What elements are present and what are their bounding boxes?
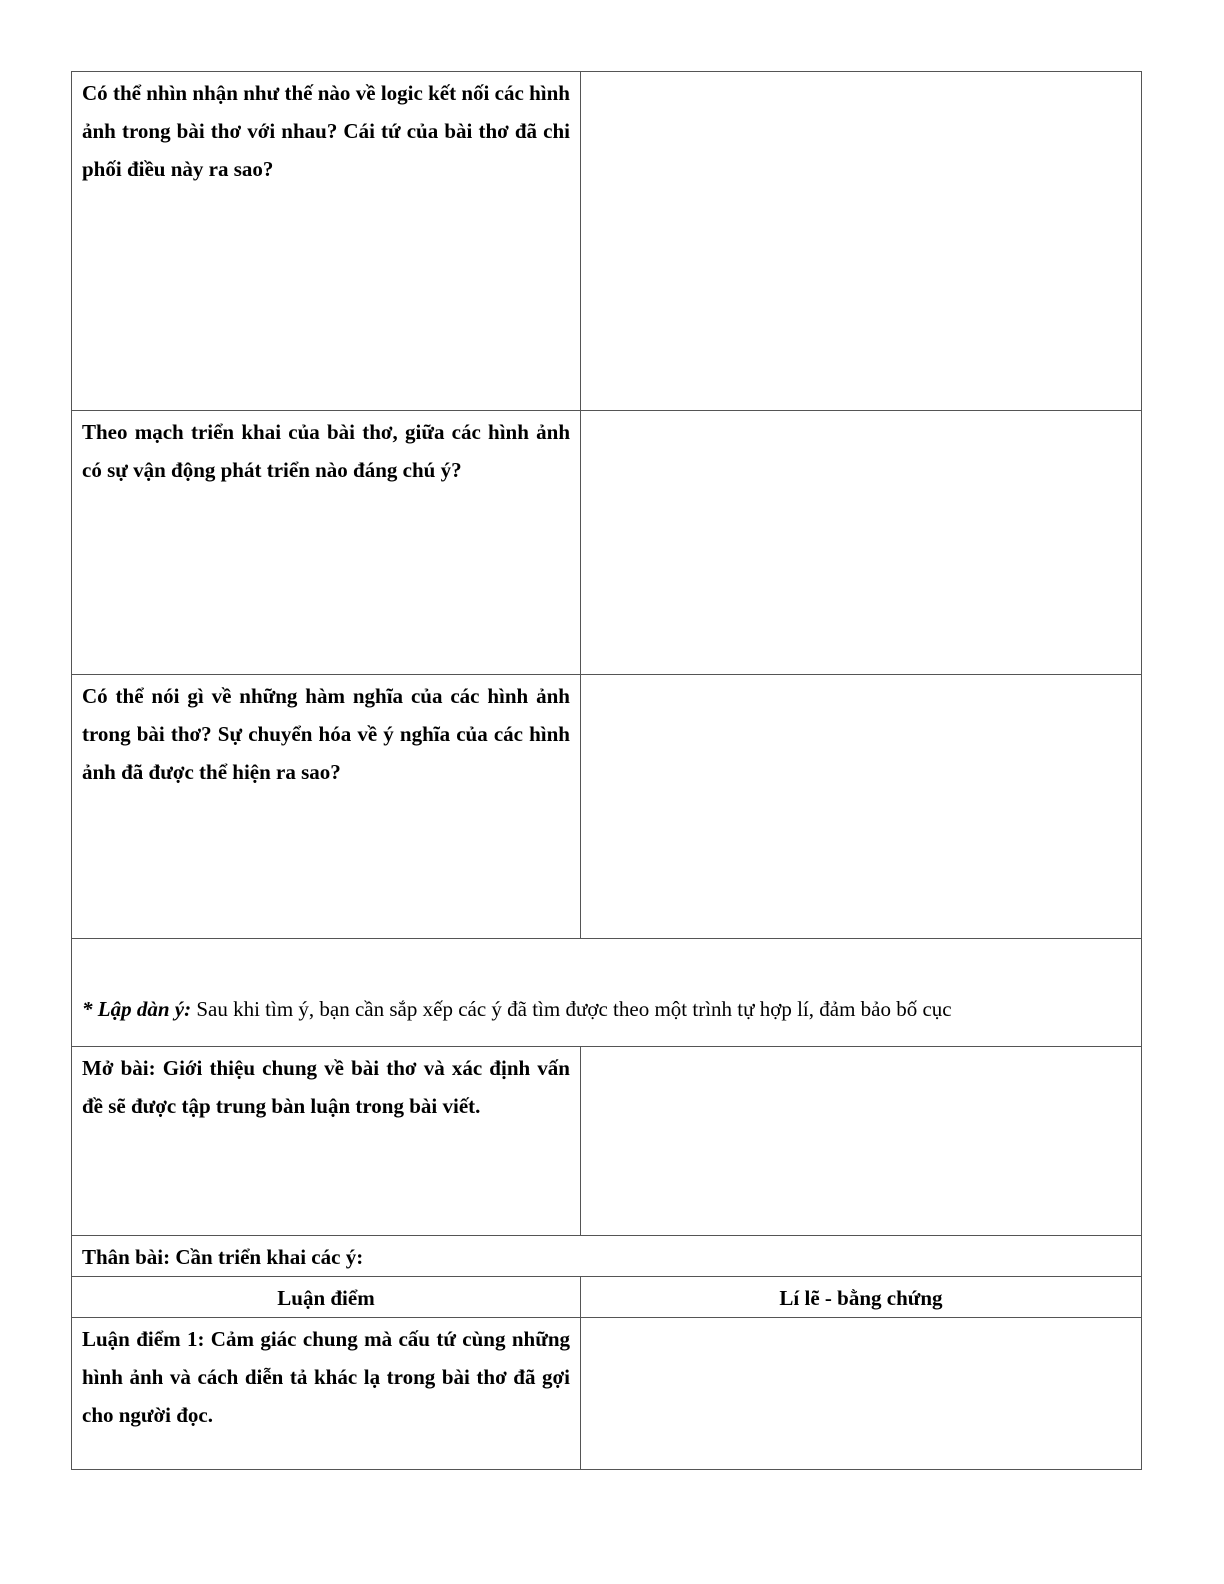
table-row — [72, 1047, 1142, 1236]
body-heading: Thân bài: Cần triển khai các ý: — [72, 1236, 1142, 1277]
question-cell-2: Theo mạch triển khai của bài thơ, giữa các hình ảnh có sự vận động phát triển nào đáng chú ý? — [72, 411, 581, 675]
answer-cell-1[interactable] — [581, 72, 1142, 411]
outline-note-cell — [72, 939, 1142, 1047]
worksheet-table — [71, 71, 1142, 1470]
outline-note-label: * Lập dàn ý: — [82, 997, 192, 1021]
table-row — [72, 1318, 1142, 1470]
table-row — [72, 1236, 1142, 1277]
answer-cell-2[interactable] — [581, 411, 1142, 675]
column-header-right: Lí lẽ - bằng chứng — [581, 1277, 1142, 1318]
table-header-row — [72, 1277, 1142, 1318]
table-row — [72, 939, 1142, 1047]
table-row — [72, 411, 1142, 675]
outline-note-text: Sau khi tìm ý, bạn cần sắp xếp các ý đã tìm được theo một trình tự hợp lí, đảm bảo bố cục — [191, 997, 952, 1021]
intro-answer-cell[interactable] — [581, 1047, 1142, 1236]
table-row — [72, 72, 1142, 411]
question-cell-1: Có thể nhìn nhận như thế nào về logic kết nối các hình ảnh trong bài thơ với nhau? Cái tứ của bài thơ đã chi phối điều này ra sao? — [72, 72, 581, 411]
point-1-cell: Luận điểm 1: Cảm giác chung mà cấu tứ cùng những hình ảnh và cách diễn tả khác lạ trong bài thơ đã gợi cho người đọc. — [72, 1318, 581, 1470]
intro-cell: Mở bài: Giới thiệu chung về bài thơ và xác định vấn đề sẽ được tập trung bàn luận trong bài viết. — [72, 1047, 581, 1236]
answer-cell-3[interactable] — [581, 675, 1142, 939]
point-1-answer-cell[interactable] — [581, 1318, 1142, 1470]
question-cell-3: Có thể nói gì về những hàm nghĩa của các hình ảnh trong bài thơ? Sự chuyển hóa về ý nghĩa của các hình ảnh đã được thể hiện ra sao? — [72, 675, 581, 939]
column-header-left: Luận điểm — [72, 1277, 581, 1318]
table-row — [72, 675, 1142, 939]
